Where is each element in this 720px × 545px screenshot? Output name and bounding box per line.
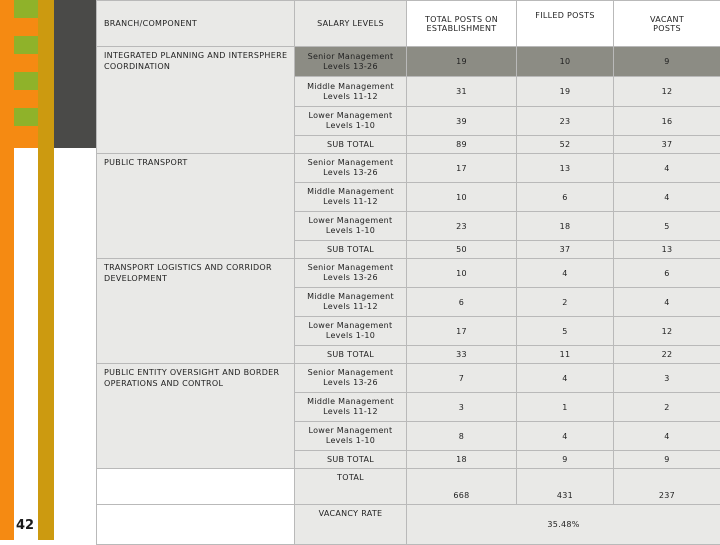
vacant-posts-cell: 4 [614, 183, 720, 212]
salary-level-cell [295, 393, 407, 422]
grand-total-total: 668 [407, 469, 517, 505]
subtotal-label: SUB TOTAL [295, 346, 407, 364]
vacant-posts-cell: 9 [614, 47, 720, 77]
vacancy-rate-value: 35.48% [407, 505, 720, 545]
salary-level-range: Levels 11-12 [295, 92, 406, 102]
subtotal-total: 18 [407, 451, 517, 469]
header-branch: BRANCH/COMPONENT [97, 1, 295, 47]
grand-total-filled: 431 [517, 469, 614, 505]
blank-cell [97, 505, 295, 545]
vacant-posts-cell: 6 [614, 259, 720, 288]
total-posts-cell: 31 [407, 77, 517, 107]
salary-level-range: Levels 11-12 [295, 197, 406, 207]
filled-posts-cell: 13 [517, 154, 614, 183]
salary-level-cell [295, 77, 407, 107]
salary-level-cell [295, 47, 407, 77]
filled-posts-cell: 10 [517, 47, 614, 77]
decorative-band-mustard [38, 0, 54, 540]
salary-level-range: Levels 13-26 [295, 168, 406, 178]
vacant-posts-cell: 4 [614, 422, 720, 451]
decorative-gray-block [54, 0, 96, 148]
salary-level-range: Levels 1-10 [295, 436, 406, 446]
total-posts-cell: 10 [407, 259, 517, 288]
salary-level-range: Levels 1-10 [295, 331, 406, 341]
total-posts-cell: 10 [407, 183, 517, 212]
filled-posts-cell: 1 [517, 393, 614, 422]
salary-level-title: Senior Management [295, 368, 406, 378]
blank-cell [97, 469, 295, 505]
table-row [97, 364, 720, 393]
subtotal-filled: 37 [517, 241, 614, 259]
salary-level-range: Levels 13-26 [295, 273, 406, 283]
total-posts-cell: 3 [407, 393, 517, 422]
salary-level-cell [295, 154, 407, 183]
salary-level-range: Levels 13-26 [295, 62, 406, 72]
total-posts-cell: 23 [407, 212, 517, 241]
salary-level-title: Lower Management [295, 321, 406, 331]
salary-level-title: Senior Management [295, 52, 406, 62]
branch-cell: INTEGRATED PLANNING AND INTERSPHERE COORDINATION [97, 47, 295, 154]
filled-posts-cell: 4 [517, 364, 614, 393]
vacant-posts-cell: 4 [614, 154, 720, 183]
filled-posts-cell: 6 [517, 183, 614, 212]
subtotal-label: SUB TOTAL [295, 136, 407, 154]
subtotal-filled: 52 [517, 136, 614, 154]
filled-posts-cell: 4 [517, 259, 614, 288]
grand-total-label: TOTAL [295, 469, 407, 505]
vacancy-rate-row [97, 505, 720, 545]
subtotal-filled: 9 [517, 451, 614, 469]
total-posts-cell: 17 [407, 317, 517, 346]
total-posts-cell: 8 [407, 422, 517, 451]
grand-total-vacant: 237 [614, 469, 720, 505]
salary-level-range: Levels 11-12 [295, 407, 406, 417]
salary-level-range: Levels 11-12 [295, 302, 406, 312]
header-vacant-posts: VACANT POSTS [614, 1, 720, 47]
table-row [97, 259, 720, 288]
branch-cell: TRANSPORT LOGISTICS AND CORRIDOR DEVELOPMENT [97, 259, 295, 364]
salary-level-range: Levels 1-10 [295, 226, 406, 236]
subtotal-total: 50 [407, 241, 517, 259]
salary-level-range: Levels 1-10 [295, 121, 406, 131]
vacant-posts-cell: 3 [614, 364, 720, 393]
table-row [97, 47, 720, 77]
subtotal-vacant: 13 [614, 241, 720, 259]
grand-total-row [97, 469, 720, 505]
subtotal-vacant: 22 [614, 346, 720, 364]
header-row [97, 1, 720, 47]
vacant-posts-cell: 4 [614, 288, 720, 317]
salary-level-cell [295, 107, 407, 136]
table-row [97, 154, 720, 183]
vacant-posts-cell: 2 [614, 393, 720, 422]
salary-level-title: Lower Management [295, 216, 406, 226]
subtotal-vacant: 9 [614, 451, 720, 469]
slide-number: 42 [16, 518, 34, 533]
salary-level-title: Senior Management [295, 263, 406, 273]
salary-level-cell [295, 317, 407, 346]
header-salary-levels: SALARY LEVELS [295, 1, 407, 47]
total-posts-cell: 6 [407, 288, 517, 317]
subtotal-label: SUB TOTAL [295, 241, 407, 259]
total-posts-cell: 19 [407, 47, 517, 77]
branch-cell: PUBLIC TRANSPORT [97, 154, 295, 259]
staffing-table [96, 0, 720, 545]
salary-level-title: Middle Management [295, 397, 406, 407]
salary-level-title: Middle Management [295, 187, 406, 197]
filled-posts-cell: 2 [517, 288, 614, 317]
total-posts-cell: 7 [407, 364, 517, 393]
salary-level-cell [295, 422, 407, 451]
header-filled-posts: FILLED POSTS [517, 1, 614, 47]
salary-level-cell [295, 183, 407, 212]
subtotal-vacant: 37 [614, 136, 720, 154]
filled-posts-cell: 4 [517, 422, 614, 451]
salary-level-range: Levels 13-26 [295, 378, 406, 388]
decorative-checker [14, 0, 38, 148]
salary-level-title: Lower Management [295, 426, 406, 436]
subtotal-total: 89 [407, 136, 517, 154]
vacant-posts-cell: 12 [614, 317, 720, 346]
table-body [97, 1, 720, 545]
salary-level-cell [295, 364, 407, 393]
filled-posts-cell: 18 [517, 212, 614, 241]
filled-posts-cell: 5 [517, 317, 614, 346]
branch-cell: PUBLIC ENTITY OVERSIGHT AND BORDER OPERATIONS AND CONTROL [97, 364, 295, 469]
salary-level-cell [295, 288, 407, 317]
vacant-posts-cell: 16 [614, 107, 720, 136]
total-posts-cell: 39 [407, 107, 517, 136]
subtotal-filled: 11 [517, 346, 614, 364]
salary-level-title: Middle Management [295, 82, 406, 92]
decorative-band-orange [0, 0, 14, 540]
subtotal-label: SUB TOTAL [295, 451, 407, 469]
salary-level-title: Lower Management [295, 111, 406, 121]
vacant-posts-cell: 12 [614, 77, 720, 107]
filled-posts-cell: 23 [517, 107, 614, 136]
vacancy-rate-label: VACANCY RATE [295, 505, 407, 545]
salary-level-cell [295, 212, 407, 241]
vacant-posts-cell: 5 [614, 212, 720, 241]
subtotal-total: 33 [407, 346, 517, 364]
filled-posts-cell: 19 [517, 77, 614, 107]
salary-level-cell [295, 259, 407, 288]
salary-level-title: Senior Management [295, 158, 406, 168]
total-posts-cell: 17 [407, 154, 517, 183]
salary-level-title: Middle Management [295, 292, 406, 302]
header-total-posts: TOTAL POSTS ON ESTABLISHMENT [407, 1, 517, 47]
